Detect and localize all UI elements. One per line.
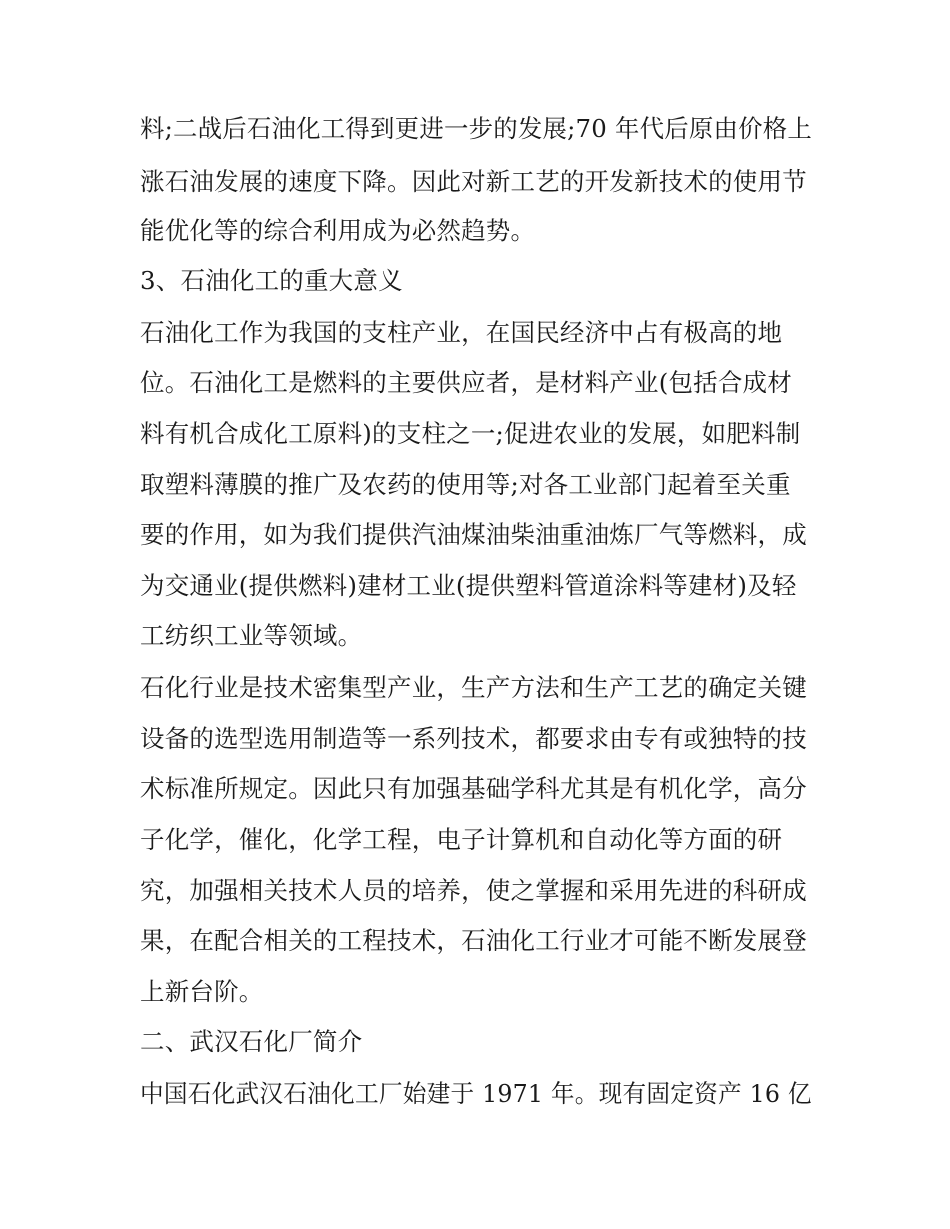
paragraph-line: 能优化等的综合利用成为必然趋势。	[140, 216, 536, 245]
paragraph-line: 子化学，催化，化学工程，电子计算机和自动化等方面的研	[140, 825, 783, 854]
paragraph-line: 上新台阶。	[140, 977, 264, 1006]
section-heading: 3、石油化工的重大意义	[140, 266, 403, 295]
paragraph-line: 设备的选型选用制造等一系列技术，都要求由专有或独特的技	[140, 724, 807, 753]
section-heading: 二、武汉石化厂简介	[140, 1027, 363, 1056]
paragraph-line: 涨石油发展的速度下降。因此对新工艺的开发新技术的使用节	[140, 167, 807, 196]
paragraph-line: 要的作用，如为我们提供汽油煤油柴油重油炼厂气等燃料，成	[140, 520, 807, 549]
paragraph-line: 为交通业(提供燃料)建材工业(提供塑料管道涂料等建材)及轻	[140, 571, 797, 600]
paragraph-line: 料有机合成化工原料)的支柱之一;促进农业的发展，如肥料制	[140, 419, 801, 448]
paragraph-line: 术标准所规定。因此只有加强基础学科尤其是有机化学，高分	[140, 774, 807, 803]
paragraph-line: 中国石化武汉石油化工厂始建于 1971 年。现有固定资产 16 亿	[140, 1079, 812, 1108]
paragraph-line: 工纺织工业等领域。	[140, 621, 363, 650]
paragraph-line: 究，加强相关技术人员的培养，使之掌握和采用先进的科研成	[140, 876, 807, 905]
paragraph-line: 料;二战后石油化工得到更进一步的发展;70 年代后原由价格上	[140, 114, 812, 143]
paragraph-line: 取塑料薄膜的推广及农药的使用等;对各工业部门起着至关重	[140, 470, 791, 499]
paragraph-line: 果，在配合相关的工程技术，石油化工行业才可能不断发展登	[140, 926, 807, 955]
paragraph-line: 石油化工作为我国的支柱产业，在国民经济中占有极高的地	[140, 318, 783, 347]
paragraph-line: 石化行业是技术密集型产业，生产方法和生产工艺的确定关键	[140, 673, 807, 702]
paragraph-line: 位。石油化工是燃料的主要供应者，是材料产业(包括合成材	[140, 368, 792, 397]
